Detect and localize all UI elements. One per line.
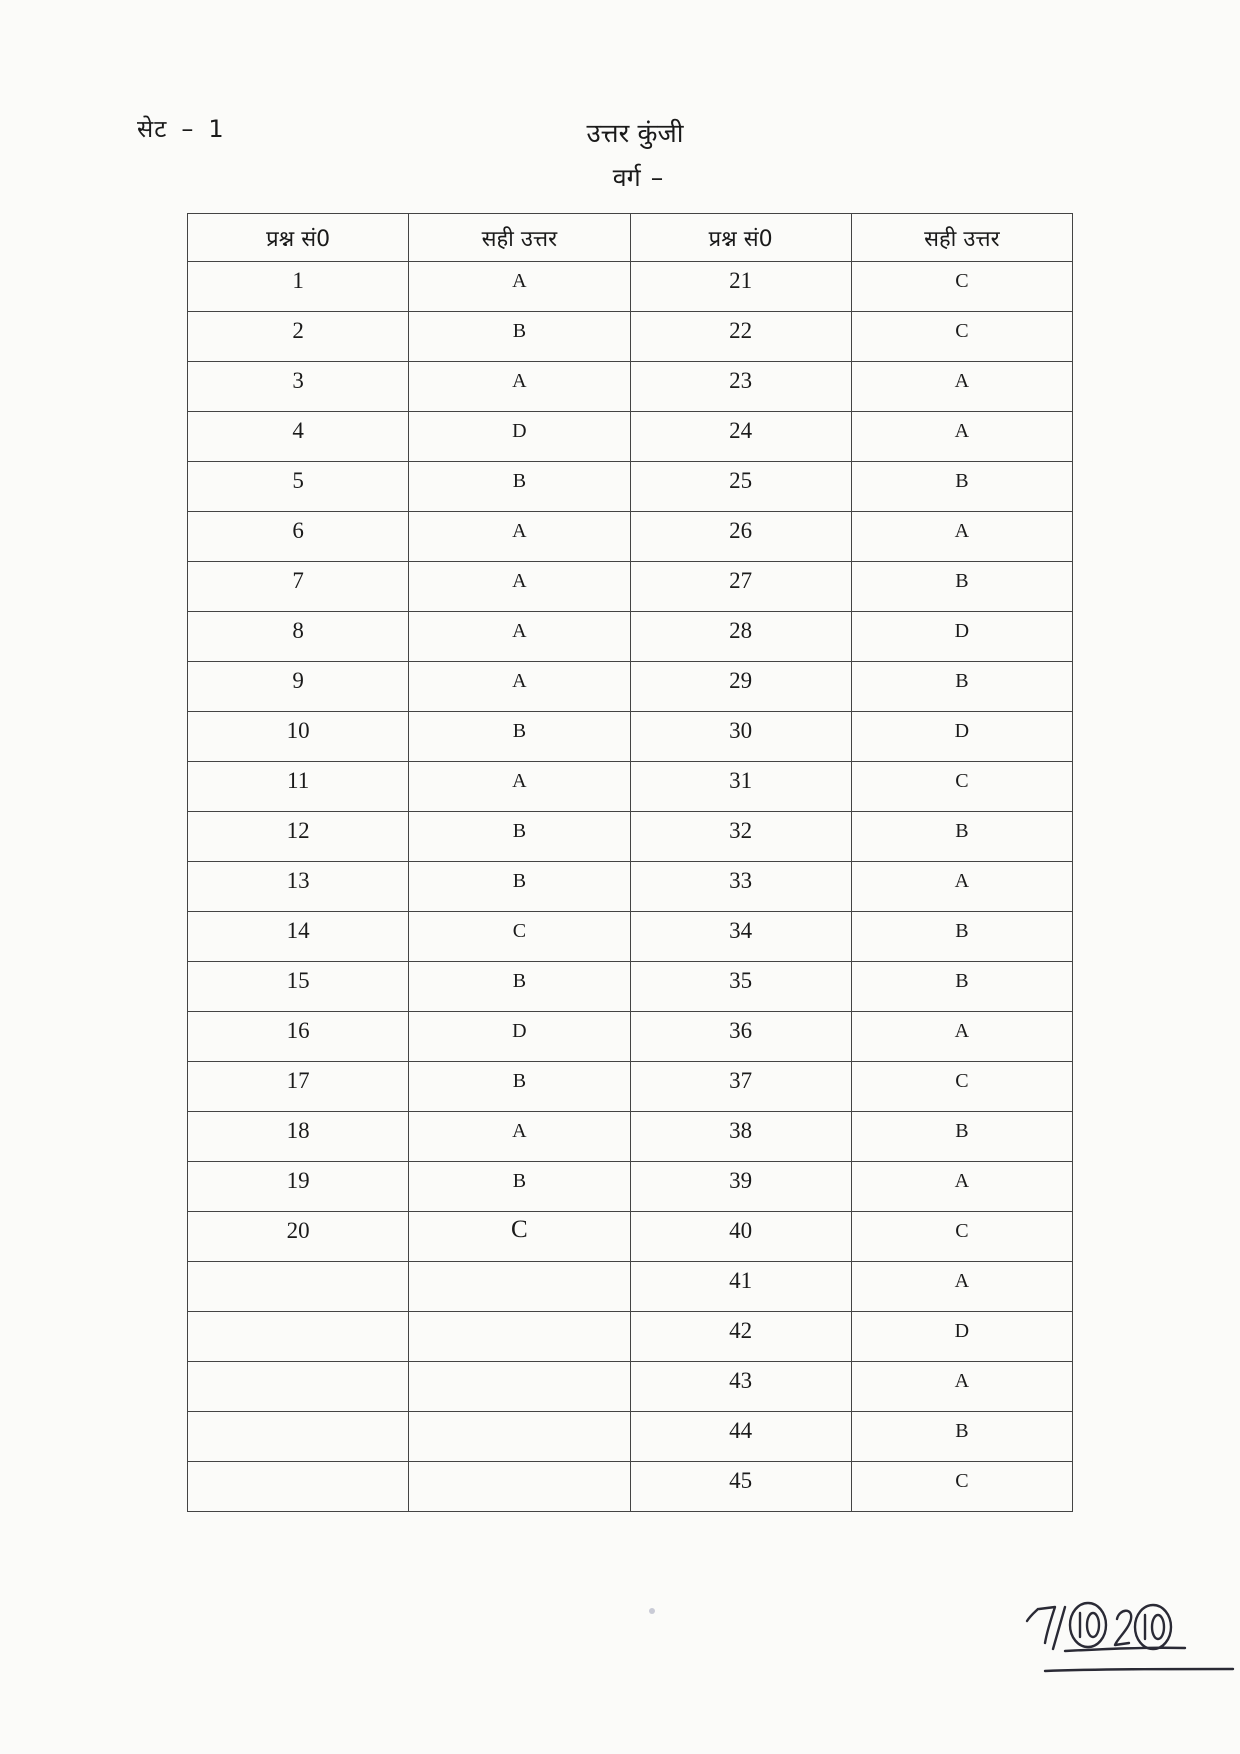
answer-cell: A bbox=[409, 662, 630, 712]
table-row bbox=[188, 762, 1073, 812]
question-number-cell: 10 bbox=[188, 712, 409, 762]
answer-cell: A bbox=[851, 1362, 1072, 1412]
question-number-cell: 19 bbox=[188, 1162, 409, 1212]
answer-cell: B bbox=[409, 312, 630, 362]
answer-cell: B bbox=[851, 912, 1072, 962]
table-row bbox=[188, 712, 1073, 762]
class-label-dash: – bbox=[650, 163, 664, 192]
question-number-cell: 33 bbox=[630, 862, 851, 912]
table-row bbox=[188, 1362, 1073, 1412]
answer-cell bbox=[409, 1262, 630, 1312]
table-row bbox=[188, 1262, 1073, 1312]
answer-cell bbox=[409, 1412, 630, 1462]
question-number-cell: 32 bbox=[630, 812, 851, 862]
answer-cell: C bbox=[851, 1212, 1072, 1262]
answer-cell: B bbox=[851, 962, 1072, 1012]
answer-cell: A bbox=[409, 612, 630, 662]
question-number-cell: 13 bbox=[188, 862, 409, 912]
answer-cell: A bbox=[851, 362, 1072, 412]
question-number-cell: 16 bbox=[188, 1012, 409, 1062]
question-number-cell: 31 bbox=[630, 762, 851, 812]
question-number-cell: 12 bbox=[188, 812, 409, 862]
question-number-cell bbox=[188, 1312, 409, 1362]
table-row bbox=[188, 1112, 1073, 1162]
answer-cell bbox=[409, 1462, 630, 1512]
answer-cell: A bbox=[409, 562, 630, 612]
question-number-cell: 30 bbox=[630, 712, 851, 762]
answer-cell: C bbox=[851, 312, 1072, 362]
table-row bbox=[188, 412, 1073, 462]
class-label bbox=[0, 160, 1240, 194]
answer-cell: A bbox=[851, 512, 1072, 562]
column-header-correct-answer-1: सही उत्तर bbox=[409, 214, 630, 262]
table-row bbox=[188, 1212, 1073, 1262]
question-number-cell: 14 bbox=[188, 912, 409, 962]
answer-cell: A bbox=[409, 762, 630, 812]
question-number-cell: 5 bbox=[188, 462, 409, 512]
answer-cell: B bbox=[851, 812, 1072, 862]
question-number-cell: 22 bbox=[630, 312, 851, 362]
column-header-correct-answer-2: सही उत्तर bbox=[851, 214, 1072, 262]
question-number-cell: 41 bbox=[630, 1262, 851, 1312]
answer-cell: D bbox=[851, 1312, 1072, 1362]
question-number-cell: 25 bbox=[630, 462, 851, 512]
question-number-cell: 24 bbox=[630, 412, 851, 462]
table-row bbox=[188, 362, 1073, 412]
question-number-cell: 7 bbox=[188, 562, 409, 612]
table-row bbox=[188, 912, 1073, 962]
question-number-cell: 23 bbox=[630, 362, 851, 412]
answer-cell: B bbox=[851, 1412, 1072, 1462]
class-label-text: वर्ग bbox=[612, 163, 641, 192]
question-number-cell: 15 bbox=[188, 962, 409, 1012]
question-number-cell: 37 bbox=[630, 1062, 851, 1112]
answer-cell: B bbox=[851, 662, 1072, 712]
answer-cell: B bbox=[409, 862, 630, 912]
answer-cell: A bbox=[409, 362, 630, 412]
table-row bbox=[188, 1012, 1073, 1062]
question-number-cell: 36 bbox=[630, 1012, 851, 1062]
table-row bbox=[188, 512, 1073, 562]
set-label-text: सेट bbox=[137, 115, 168, 143]
question-number-cell bbox=[188, 1362, 409, 1412]
table-row bbox=[188, 1162, 1073, 1212]
table-row bbox=[188, 562, 1073, 612]
question-number-cell bbox=[188, 1412, 409, 1462]
answer-cell: A bbox=[851, 412, 1072, 462]
answer-cell: A bbox=[851, 1262, 1072, 1312]
answer-cell bbox=[409, 1362, 630, 1412]
question-number-cell: 39 bbox=[630, 1162, 851, 1212]
answer-cell: C bbox=[851, 262, 1072, 312]
answer-cell: A bbox=[409, 512, 630, 562]
table-row bbox=[188, 312, 1073, 362]
question-number-cell: 11 bbox=[188, 762, 409, 812]
question-number-cell: 2 bbox=[188, 312, 409, 362]
answer-cell: A bbox=[851, 1012, 1072, 1062]
answer-cell: D bbox=[851, 712, 1072, 762]
answer-cell: C bbox=[851, 762, 1072, 812]
table-row bbox=[188, 662, 1073, 712]
question-number-cell: 18 bbox=[188, 1112, 409, 1162]
answer-cell: B bbox=[851, 462, 1072, 512]
answer-cell: B bbox=[409, 812, 630, 862]
question-number-cell: 38 bbox=[630, 1112, 851, 1162]
answer-cell: B bbox=[409, 1162, 630, 1212]
set-number: 1 bbox=[208, 115, 225, 143]
question-number-cell: 44 bbox=[630, 1412, 851, 1462]
answer-cell: B bbox=[409, 962, 630, 1012]
question-number-cell: 9 bbox=[188, 662, 409, 712]
table-row bbox=[188, 1062, 1073, 1112]
paper-speck bbox=[649, 1608, 655, 1614]
answer-cell: B bbox=[409, 1062, 630, 1112]
question-number-cell: 42 bbox=[630, 1312, 851, 1362]
answer-cell: A bbox=[851, 862, 1072, 912]
question-number-cell: 27 bbox=[630, 562, 851, 612]
set-label-dash: – bbox=[181, 115, 195, 143]
answer-cell: C bbox=[409, 912, 630, 962]
question-number-cell: 1 bbox=[188, 262, 409, 312]
answer-cell: C bbox=[851, 1462, 1072, 1512]
answer-cell: B bbox=[851, 1112, 1072, 1162]
question-number-cell: 29 bbox=[630, 662, 851, 712]
table-row bbox=[188, 962, 1073, 1012]
question-number-cell bbox=[188, 1262, 409, 1312]
answer-cell: A bbox=[409, 1112, 630, 1162]
page-title: उत्तर कुंजी bbox=[586, 119, 684, 149]
answer-key-body bbox=[188, 262, 1073, 1512]
table-row bbox=[188, 262, 1073, 312]
question-number-cell: 35 bbox=[630, 962, 851, 1012]
handwritten-signature bbox=[1025, 1585, 1235, 1685]
table-row bbox=[188, 862, 1073, 912]
answer-cell: C bbox=[409, 1212, 630, 1262]
question-number-cell: 26 bbox=[630, 512, 851, 562]
table-row bbox=[188, 1462, 1073, 1512]
table-row bbox=[188, 812, 1073, 862]
column-header-question-no-2: प्रश्न सं0 bbox=[630, 214, 851, 262]
answer-cell: B bbox=[409, 462, 630, 512]
question-number-cell: 3 bbox=[188, 362, 409, 412]
question-number-cell: 45 bbox=[630, 1462, 851, 1512]
answer-key-table bbox=[187, 213, 1073, 1512]
question-number-cell: 17 bbox=[188, 1062, 409, 1112]
question-number-cell: 40 bbox=[630, 1212, 851, 1262]
table-row bbox=[188, 1312, 1073, 1362]
answer-cell bbox=[409, 1312, 630, 1362]
table-row bbox=[188, 1412, 1073, 1462]
answer-cell: B bbox=[851, 562, 1072, 612]
question-number-cell: 34 bbox=[630, 912, 851, 962]
answer-cell: D bbox=[409, 412, 630, 462]
table-header-row bbox=[188, 214, 1073, 262]
answer-cell: A bbox=[409, 262, 630, 312]
column-header-question-no-1: प्रश्न सं0 bbox=[188, 214, 409, 262]
answer-cell: B bbox=[409, 712, 630, 762]
question-number-cell: 28 bbox=[630, 612, 851, 662]
question-number-cell: 8 bbox=[188, 612, 409, 662]
question-number-cell: 20 bbox=[188, 1212, 409, 1262]
question-number-cell: 43 bbox=[630, 1362, 851, 1412]
answer-cell: A bbox=[851, 1162, 1072, 1212]
question-number-cell: 21 bbox=[630, 262, 851, 312]
table-row bbox=[188, 612, 1073, 662]
answer-cell: D bbox=[851, 612, 1072, 662]
table-row bbox=[188, 462, 1073, 512]
answer-cell: D bbox=[409, 1012, 630, 1062]
question-number-cell: 4 bbox=[188, 412, 409, 462]
question-number-cell: 6 bbox=[188, 512, 409, 562]
question-number-cell bbox=[188, 1462, 409, 1512]
answer-cell: C bbox=[851, 1062, 1072, 1112]
